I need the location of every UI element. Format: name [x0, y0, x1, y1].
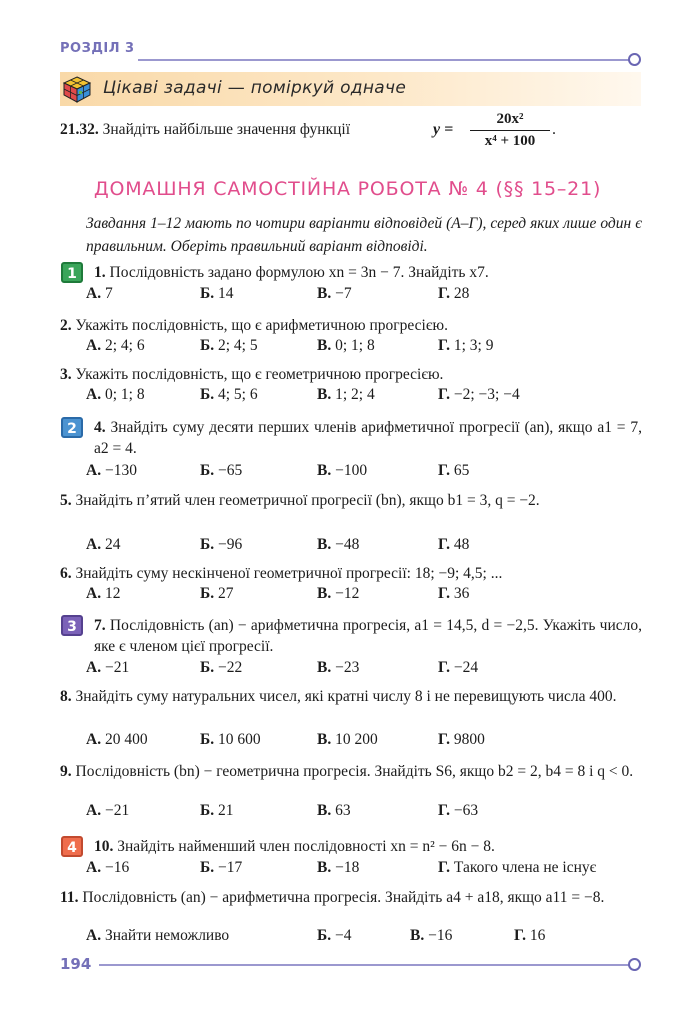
- option-a[interactable]: А. Знайти неможливо: [86, 927, 230, 944]
- footer-rule: [99, 964, 630, 966]
- option-a[interactable]: А. −16: [86, 859, 130, 876]
- option-g[interactable]: Г. 65: [438, 462, 470, 479]
- problem-number: 21.32.: [60, 121, 99, 138]
- question-text: Послідовність задано формулою xn = 3n − 7. Знайдіть x7.: [109, 264, 489, 281]
- banner-title: Цікаві задачі — поміркуй одначе: [103, 78, 407, 98]
- question-4: 4. Знайдіть суму десяти перших членів арифметичної прогресії (an), якщо a1 = 7, a2 = 4.: [94, 419, 643, 457]
- question-6: 6. Знайдіть суму нескінченої геометричної прогресії: 18; −9; 4,5; ...: [60, 565, 503, 582]
- level-badge-2: 2: [61, 417, 83, 438]
- option-g[interactable]: Г. −2; −3; −4: [438, 386, 520, 403]
- option-b[interactable]: Б. −65: [200, 462, 243, 479]
- question-number: 1.: [94, 264, 106, 281]
- function-fraction: [470, 111, 550, 150]
- question-7: 7. Послідовність (an) − арифметична прогресія, a1 = 14,5, d = −2,5. Укажіть число, яке є членом цієї прогресії.: [94, 617, 643, 655]
- question-9: 9. Послідовність (bn) − геометрична прогресія. Знайдіть S6, якщо b2 = 2, b4 = 8 і q < 0.: [60, 763, 634, 780]
- option-b[interactable]: Б. −22: [200, 659, 243, 676]
- homework-title: ДОМАШНЯ САМОСТІЙНА РОБОТА № 4 (§§ 15–21): [93, 178, 602, 200]
- footer-rule-dot: [628, 958, 641, 971]
- option-g[interactable]: Г. −63: [438, 802, 479, 819]
- section-label: РОЗДІЛ 3: [60, 41, 135, 56]
- option-g[interactable]: Г. 9800: [438, 731, 485, 748]
- option-v[interactable]: В. −18: [317, 859, 360, 876]
- question-1: [94, 262, 642, 283]
- option-b[interactable]: Б. 14: [200, 285, 234, 302]
- fraction-numerator: 20x²: [496, 111, 524, 127]
- option-g[interactable]: Г. 16: [514, 927, 546, 944]
- option-v[interactable]: В. 10 200: [317, 731, 378, 748]
- option-b[interactable]: Б. 27: [200, 585, 234, 602]
- page-number: 194: [60, 955, 92, 973]
- option-a[interactable]: А. −21: [86, 802, 130, 819]
- option-a[interactable]: А. 0; 1; 8: [86, 386, 145, 403]
- option-a[interactable]: А. 24: [86, 536, 121, 553]
- question-5: 5. Знайдіть п’ятий член геометричної прогресії (bn), якщо b1 = 3, q = −2.: [60, 492, 540, 509]
- option-b[interactable]: Б. 21: [200, 802, 234, 819]
- option-v[interactable]: В. −7: [317, 285, 352, 302]
- option-b[interactable]: Б. −4: [317, 927, 352, 944]
- function-lhs: y =: [433, 121, 454, 138]
- option-v[interactable]: В. 0; 1; 8: [317, 337, 375, 354]
- rubiks-cube-icon: [62, 75, 92, 103]
- option-a[interactable]: А. 12: [86, 585, 121, 602]
- option-g[interactable]: Г. 28: [438, 285, 470, 302]
- option-v[interactable]: В. −23: [317, 659, 360, 676]
- option-v[interactable]: В. 63: [317, 802, 351, 819]
- option-a[interactable]: А. 7: [86, 285, 113, 302]
- question-10: 10. Знайдіть найменший член послідовності xn = n² − 6n − 8.: [94, 838, 495, 855]
- problem-2132: [60, 121, 350, 139]
- option-b[interactable]: Б. −17: [200, 859, 243, 876]
- question-2: 2. Укажіть послідовність, що є арифметичною прогресією.: [60, 317, 448, 334]
- question-11: 11. Послідовність (an) − арифметична прогресія. Знайдіть a4 + a18, якщо a11 = −8.: [60, 889, 605, 906]
- option-b[interactable]: Б. −96: [200, 536, 243, 553]
- fraction-denominator: x⁴ + 100: [470, 130, 550, 150]
- option-v[interactable]: В. −100: [317, 462, 368, 479]
- option-g[interactable]: Г. 48: [438, 536, 470, 553]
- option-a[interactable]: А. 2; 4; 6: [86, 337, 145, 354]
- option-v[interactable]: В. 1; 2; 4: [317, 386, 375, 403]
- option-a[interactable]: А. −130: [86, 462, 137, 479]
- option-g[interactable]: Г. 1; 3; 9: [438, 337, 494, 354]
- option-b[interactable]: Б. 4; 5; 6: [200, 386, 258, 403]
- header-rule-dot: [628, 53, 641, 66]
- option-g[interactable]: Г. Такого члена не існує: [438, 859, 597, 876]
- homework-intro: Завдання 1–12 мають по чотири варіанти відповідей (А–Г), серед яких лише один є правильним. Оберіть правильний варіант відповіді.: [86, 215, 642, 255]
- level-badge-1: 1: [61, 262, 83, 283]
- option-v[interactable]: В. −12: [317, 585, 360, 602]
- question-8: 8. Знайдіть суму натуральних чисел, які кратні числу 8 і не перевищують числа 400.: [60, 688, 617, 705]
- option-b[interactable]: Б. 2; 4; 5: [200, 337, 258, 354]
- option-g[interactable]: Г. −24: [438, 659, 479, 676]
- option-v[interactable]: В. −16: [410, 927, 453, 944]
- question-3: 3. Укажіть послідовність, що є геометричною прогресією.: [60, 366, 444, 383]
- problem-text: Знайдіть найбільше значення функції: [102, 121, 351, 138]
- problem-period: .: [552, 121, 556, 138]
- header-rule: [138, 59, 630, 61]
- level-badge-3: 3: [61, 615, 83, 636]
- level-badge-4: 4: [61, 836, 83, 857]
- option-b[interactable]: Б. 10 600: [200, 731, 261, 748]
- option-g[interactable]: Г. 36: [438, 585, 470, 602]
- option-a[interactable]: А. 20 400: [86, 731, 148, 748]
- option-v[interactable]: В. −48: [317, 536, 360, 553]
- option-a[interactable]: А. −21: [86, 659, 130, 676]
